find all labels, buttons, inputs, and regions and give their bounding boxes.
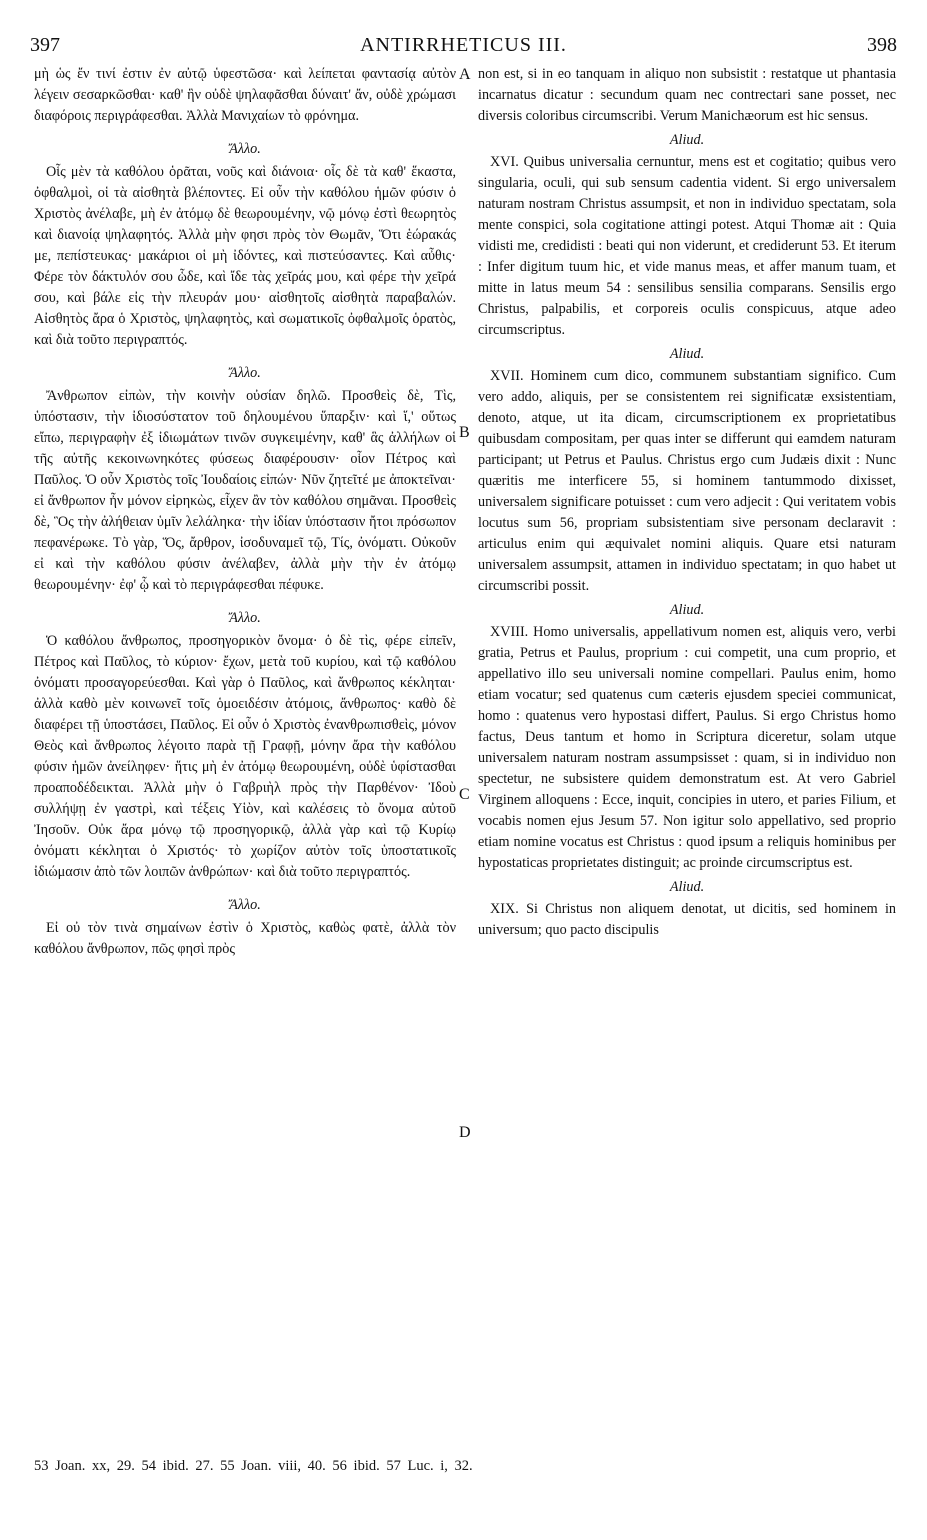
marker-d: D bbox=[459, 1124, 471, 1141]
marker-c: C bbox=[459, 786, 470, 803]
greek-intro: μὴ ὡς ἔν τινί ἐστιν ἐν αὐτῷ ὑφεστῶσα· καὶ λείπεται φαντασίᾳ αὐτὸν λέγειν σεσαρκῶσθαι· καθ' ἣν οὐδὲ ψηλαφᾶσθαι δύναιτ' ἄν, οὐδὲ χρώμασι διαφόροις περιγράφεσθαι. Ἀλλὰ Μανιχαίων τὸ φρόνημα. bbox=[34, 66, 456, 124]
running-title: ANTIRRHETICUS III. bbox=[360, 34, 567, 56]
latin-intro: non est, si in eo tanquam in aliquo non subsistit : restatque ut phantasia incarnatus dicatur : secundum quam nec contrectari sane posset, nec diversis coloribus circumscribi. Verum Manichæorum est hic sensus. bbox=[478, 66, 896, 124]
latin-heading-1: Aliud. bbox=[669, 132, 705, 148]
greek-column bbox=[34, 64, 456, 960]
marker-a: A bbox=[459, 66, 471, 83]
latin-paragraph-2: XVII. Hominem cum dico, communem substantiam significo. Cum vero addo, aliquis, per se consistentem rei significatæ exsistentiam, denoto, atque, ut ita dicam, circumscriptionem ex proprietatibus quibusdam compositam, per quas inter se differunt qui eamdem naturam participant; ut Petrus et Paulus. Christus ergo cum Judæis dixit : Nunc quæritis me interficere 55, si hominem tantummodo dixisset, universalem significare potuisset : cum vero adjecit : Qui veritatem vobis locutus sum 56, propriam subsistentiam sive personam declaravit : articulus enim qui æquivalet nomini aliquis. Quare etsi naturam universalem assumpsit, attamen in individuo spectatam; in quo habet ut circumscribi possit. bbox=[478, 368, 896, 594]
greek-paragraph-3: Ὁ καθόλου ἄνθρωπος, προσηγορικὸν ὄνομα· ὁ δὲ τὶς, φέρε εἰπεῖν, Πέτρος καὶ Παῦλος, τὸ κύριον· ἔχων, μετὰ τοῦ κυρίου, καὶ τῷ καθόλου ὀνόματι προσαγορεύεσθαι. Καὶ γὰρ ὁ Παῦλος, καὶ ἄνθρωπος κέκληται· ἀλλὰ καθὸ μὲν κοινωνεῖ τοῖς ὁμοειδέσιν ἀτόμοις, ἄνθρωπος· καθὸ δὲ διαφέρει τῇ ὑποστάσει, Παῦλος. Εἰ οὖν ὁ Χριστὸς ἐνανθρωπισθεὶς, μόνον Θεὸς καὶ ἄνθρωπος λέγοιτο παρὰ τῇ Γραφῇ, μόνην ἄρα τὴν καθόλου φύσιν ἡμῶν ἀνείληφεν· ἥτις μὴ ἐν ἀτόμῳ θεωρουμένη, οὐδὲ ὑφίστασθαι προαποδέδεικται. Ἀλλὰ μὴν ὁ Γαβριὴλ πρὸς τὴν Παρθένον· Ἰδοὺ συλλήψῃ ἐν γαστρὶ, καὶ τέξεις Υἱὸν, καὶ καλέσεις τὸ ὄνομα αὐτοῦ Ἰησοῦν. Οὐκ ἄρα μόνῳ τῷ προσηγορικῷ, ἀλλὰ γὰρ καὶ τῷ Κυρίῳ ὀνόματι κέκληται ὁ Χριστός· τὸ χωρίζον αὐτὸν τοῖς ὑποστατικοῖς ἰδιώμασιν ἀπὸ τῶν λοιπῶν ἀνθρώπων· καὶ διὰ τοῦτο περιγραπτός. bbox=[34, 633, 456, 880]
page-number-right: 398 bbox=[867, 34, 897, 56]
latin-paragraph-3: XVIII. Homo universalis, appellativum nomen est, aliquis vero, verbi gratia, Petrus et Paulus, proprium : cui competit, una cum proprio, et appellativo illo seu universali nomine compellari. Paulus enim, homo etiam vocatur; sed quatenus cum cæteris ejusdem speciei communicat, homo : quatenus vero hypostasi differt, Paulus. Si ergo Christus homo factus, Deus tantum et homo in Scriptura diceretur, solam utque universalem naturam nostram assumpsisset : quam, si in individuo non spectetur, ne subsistere quidem demonstratum est. At vero Gabriel Virginem alloquens : Ecce, inquit, concipies in utero, et paries Filium, et vocabis nomen ejus Jesum 57. Non igitur solo appellativo, sed proprio etiam nomine vocatus est Christus : quod ipsum a reliquis hominibus per hypostaticas proprietates distinguit; ac proinde circumscriptus est. bbox=[478, 624, 896, 871]
latin-heading-2: Aliud. bbox=[669, 346, 705, 362]
greek-heading-1: Ἄλλο. bbox=[229, 141, 261, 157]
page-header bbox=[30, 34, 897, 60]
latin-paragraph-1: XVI. Quibus universalia cernuntur, mens est et cogitatio; quibus vero singularia, oculi, qui sub sensum cadentia vident. Si ergo universalem naturam nostram Christus assumpsit, et non in individuo spectatam, sola mente conspici, sola cogitatione attingi potest. Atqui Thomæ ait : Quia vidisti me, credidisti : beati qui non viderunt, et crediderunt 53. Et iterum : Infer digitum tuum hic, et vide manus meas, et affer manum tuam, et mitte in latus meum 54 : sensilibus sensilia comparans. Sensilis ergo Christus, palpabilis, et corporeis oculis conspicuus, atque adeo circumscriptus. bbox=[478, 154, 896, 338]
latin-heading-4: Aliud. bbox=[669, 879, 705, 895]
page-number-left: 397 bbox=[30, 34, 60, 56]
marker-b: B bbox=[459, 424, 470, 441]
greek-heading-3: Ἄλλο. bbox=[229, 610, 261, 626]
greek-heading-4: Ἄλλο. bbox=[229, 897, 261, 913]
greek-paragraph-4: Εἰ οὐ τὸν τινὰ σημαίνων ἐστὶν ὁ Χριστὸς, καθὼς φατὲ, ἀλλὰ τὸν καθόλου ἄνθρωπον, πῶς φησὶ πρὸς bbox=[34, 920, 456, 957]
latin-paragraph-4: XIX. Si Christus non aliquem denotat, ut dicitis, sed hominem in universum; quo pacto discipulis bbox=[478, 901, 896, 938]
latin-heading-3: Aliud. bbox=[669, 602, 705, 618]
latin-column bbox=[478, 64, 896, 941]
greek-heading-2: Ἄλλο. bbox=[229, 365, 261, 381]
footnotes: 53 Joan. xx, 29. 54 ibid. 27. 55 Joan. viii, 40. 56 ibid. 57 Luc. i, 32. bbox=[34, 1458, 473, 1474]
greek-paragraph-1: Οἷς μὲν τὰ καθόλου ὁρᾶται, νοῦς καὶ διάνοια· οἷς δὲ τὰ καθ' ἕκαστα, ὀφθαλμοὶ, οἱ τὰ αἰσθητὰ βλέποντες. Εἰ οὖν τὴν καθόλου ἡμῶν φύσιν ὁ Χριστὸς ἀνέλαβε, μὴ ἐν ἀτόμῳ δὲ θεωρουμένην, νῷ μόνῳ ἐστὶ θεωρητὸς καὶ διανοίᾳ ψηλαφητός. Ἀλλὰ μὴν φησι πρὸς τὸν Θωμᾶν, Ὅτι ἑώρακάς με, πεπίστευκας· μακάριοι οἱ μὴ ἰδόντες, καὶ πιστεύσαντες. Καὶ αὖθις· Φέρε τὸν δάκτυλόν σου ὧδε, καὶ ἴδε τὰς χεῖράς μου, καὶ φέρε τὴν χεῖρά σου, καὶ βάλε εἰς τὴν πλευράν μου· αἰσθητοῖς αἰσθητὰ παραβαλών. Αἰσθητὸς ἄρα ὁ Χριστὸς, ψηλαφητὸς, καὶ σωματικοῖς ὀφθαλμοῖς ὁρατὸς, καὶ διὰ τοῦτο περιγραπτός. bbox=[34, 164, 456, 348]
greek-paragraph-2: Ἄνθρωπον εἰπὼν, τὴν κοινὴν οὐσίαν δηλῶ. Προσθεὶς δὲ, Τὶς, ὑπόστασιν, τὴν ἰδιοσύστατον τοῦ δηλουμένου ὕπαρξιν· καὶ ἵ,' οὕτως εἴπω, περιγραφὴν ἐξ ἰδιωμάτων τινῶν συγκειμένην, καθ' ἃς ἀλλήλων οἱ τῆς αὐτῆς κεκοινωνηκότες φύσεως διαφέρουσιν· οἷον Πέτρος καὶ Παῦλος. Ὁ οὖν Χριστὸς τοῖς Ἰουδαίοις εἰπών· Νῦν ζητεῖτέ με ἀποκτεῖναι· εἰ ἄνθρωπον ἦν μόνον εἰρηκὼς, εἶχεν ἂν τὸν καθόλου σημᾶναι. Προσθεὶς δὲ, Ὃς τὴν ἀλήθειαν ὑμῖν λελάληκα· τὴν ἰδίαν ὑπόστασιν ἤτοι πρόσωπον πεφανέρωκε. Τὸ γὰρ, Ὅς, ἄρθρον, ἰσοδυναμεῖ τῷ, Τίς, ὀνόματι. Οὐκοῦν εἰ καὶ τὴν καθόλου φύσιν ἀνέλαβεν, ἀλλὰ μὴν τὴν ἐν ἀτόμῳ θεωρουμένην· ἐφ' ᾧ καὶ τὸ περιγράφεσθαι πέφυκε. bbox=[34, 388, 456, 593]
